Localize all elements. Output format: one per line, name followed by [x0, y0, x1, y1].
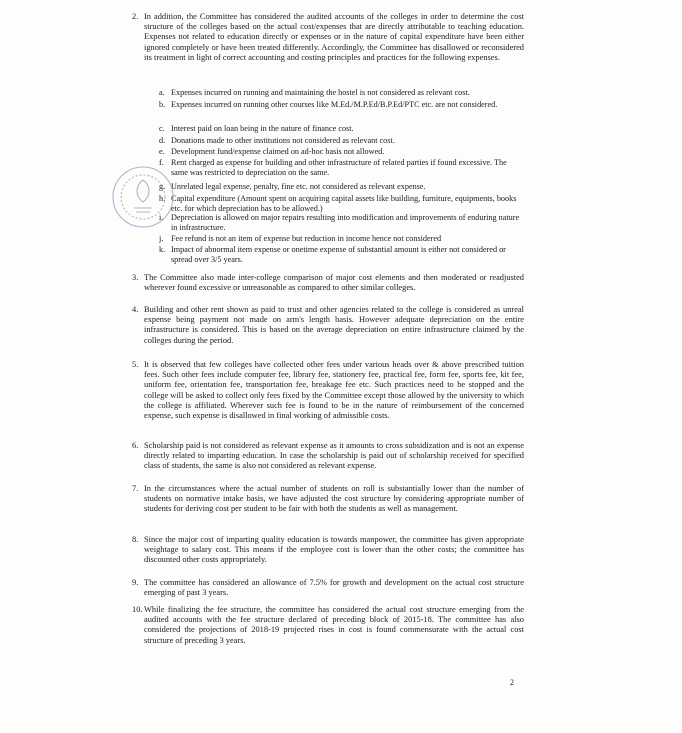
sub-item-text: Capital expenditure (Amount spent on acquiring capital assets like building, furniture, equipments, books etc. for which depreciation has to be allowed.): [171, 194, 517, 213]
sub-item-letter: e.: [159, 147, 165, 156]
sub-item-text: Fee refund is not an item of expense but reduction in income hence not considered: [171, 234, 442, 243]
sub-item-text: Impact of abnormal item expense or onetime expense of substantial amount is either not considered or spread over 3/5 years.: [171, 245, 506, 264]
paragraph-7: [132, 484, 524, 515]
sub-item-f: [159, 158, 525, 177]
paragraph-text: The committee has considered an allowance of 7.5% for growth and development on the actual cost structure emerging of past 3 years.: [144, 578, 524, 598]
sub-item-e: [159, 147, 525, 157]
paragraph-text: While finalizing the fee structure, the committee has considered the actual cost structure emerging from the audited accounts with the fee structure declared of preceding block of 2015-18. The committee has also considered the projections of 2018-19 projected rises in cost is found commensurate with the actual cost structure of preceding 3 years.: [144, 605, 524, 645]
sub-item-letter: i.: [159, 213, 164, 222]
paragraph-10: [132, 605, 524, 646]
paragraph-5: [132, 360, 524, 421]
sub-item-text: Development fund/expense claimed on ad-hoc basis not allowed.: [171, 147, 385, 156]
paragraph-text: In the circumstances where the actual number of students on roll is substantially lower than the number of students on normative intake basis, we have adjusted the cost structure by considering appropriate number of students for deriving cost per student to be fair with both the students as well as management.: [144, 484, 524, 514]
paragraph-text: In addition, the Committee has considered the audited accounts of the colleges in order to determine the cost structure of the colleges based on the actual cost/expenses that are directly attributable to teaching education. Expenses not related to education directly or expenses or in the nature of capital expenditure have been either ignored completely or have been treated differently. Accordingly, the Committee has disallowed or reconsidered its treatment in light of correct accounting and costing principles and practices for the following expenses.: [144, 12, 524, 62]
sub-item-c: [159, 124, 525, 134]
sub-item-letter: h.: [159, 194, 166, 203]
paragraph-text: Building and other rent shown as paid to trust and other agencies related to the college is considered as unreal expense being payment not made on arm's length basis. However adequate depreciation on the entire infrastructure is considered. This is based on the average depreciation on entire infrastructure claimed by the colleges during the period.: [144, 305, 524, 345]
sub-item-text: Rent charged as expense for building and other infrastructure of related parties if found excessive. The same was restricted to depreciation on the same.: [171, 158, 507, 177]
official-seal-stamp: [108, 162, 178, 232]
sub-item-letter: j.: [159, 234, 164, 243]
sub-item-letter: g.: [159, 182, 166, 191]
paragraph-number: 10.: [132, 605, 143, 614]
sub-item-text: Expenses incurred on running other courses like M.Ed./M.P.Ed/B.P.Ed/PTC etc. are not considered.: [171, 100, 498, 109]
sub-item-letter: d.: [159, 136, 166, 145]
paragraph-4: [132, 305, 524, 346]
paragraph-number: 7.: [132, 484, 139, 493]
sub-item-text: Unrelated legal expense, penalty, fine etc. not considered as relevant expense.: [171, 182, 426, 191]
paragraph-text: It is observed that few colleges have collected other fees under various heads over & above prescribed tuition fees. Such other fees include computer fee, library fee, stationery fee, practical fee, form fee, sports fee, kit fee, uniform fee, orientation fee, transportation fee, breakage fee etc. Such practices need to be stopped and the college will be asked to collect only fees fixed by the Committee except those allowed by the university to which the college is affiliated. Wherever such fee is found to be in the nature of reimbursement of the concerned expense, such expense is disallowed in final working of admissible costs.: [144, 360, 524, 421]
sub-item-letter: a.: [159, 88, 165, 97]
sub-item-text: Donations made to other institutions not considered as relevant cost.: [171, 136, 395, 145]
paragraph-2: [132, 12, 524, 63]
seal-base-lines: [134, 208, 152, 212]
paragraph-text: Since the major cost of imparting quality education is towards manpower, the committee has given appropriate weightage to salary cost. This means if the employee cost is lower than the other costs; the committee has discounted other costs appropriately.: [144, 535, 524, 565]
paragraph-number: 8.: [132, 535, 139, 544]
sub-item-letter: b.: [159, 100, 166, 109]
seal-outer-ring: [113, 167, 173, 227]
sub-item-a: [159, 88, 525, 98]
paragraph-number: 3.: [132, 273, 139, 282]
sub-item-j: [159, 234, 525, 244]
sub-item-k: [159, 245, 525, 264]
sub-item-letter: f.: [159, 158, 164, 167]
paragraph-text: The Committee also made inter-college comparison of major cost elements and then moderated or readjusted wherever found excessive or unreasonable as compared to other similar colleges.: [144, 273, 524, 293]
paragraph-number: 6.: [132, 441, 139, 450]
sub-item-letter: c.: [159, 124, 165, 133]
paragraph-text: Scholarship paid is not considered as relevant expense as it amounts to cross subsidization and is not an expense directly related to imparting education. In case the scholarship is paid out of scholarship received for specified class of students, the same is also not considered as relevant expense.: [144, 441, 524, 471]
paragraph-9: [132, 578, 524, 598]
sub-item-h: [159, 194, 525, 213]
paragraph-8: [132, 535, 524, 566]
seal-emblem: [137, 180, 149, 202]
sub-item-i: [159, 213, 525, 232]
sub-item-text: Interest paid on loan being in the nature of finance cost.: [171, 124, 354, 133]
paragraph-number: 4.: [132, 305, 139, 314]
paragraph-6: [132, 441, 524, 472]
page-number: 2: [510, 678, 514, 687]
paragraph-number: 5.: [132, 360, 139, 369]
sub-item-g: [159, 182, 525, 192]
sub-item-text: Depreciation is allowed on major repairs resulting into modification and improvements of enduring nature in infrastructure.: [171, 213, 520, 232]
paragraph-3: [132, 273, 524, 293]
sub-item-letter: k.: [159, 245, 166, 254]
sub-item-b: [159, 100, 525, 110]
sub-item-d: [159, 136, 525, 146]
paragraph-number: 2.: [132, 12, 139, 21]
paragraph-number: 9.: [132, 578, 139, 587]
sub-item-text: Expenses incurred on running and maintaining the hostel is not considered as relevant cost.: [171, 88, 470, 97]
